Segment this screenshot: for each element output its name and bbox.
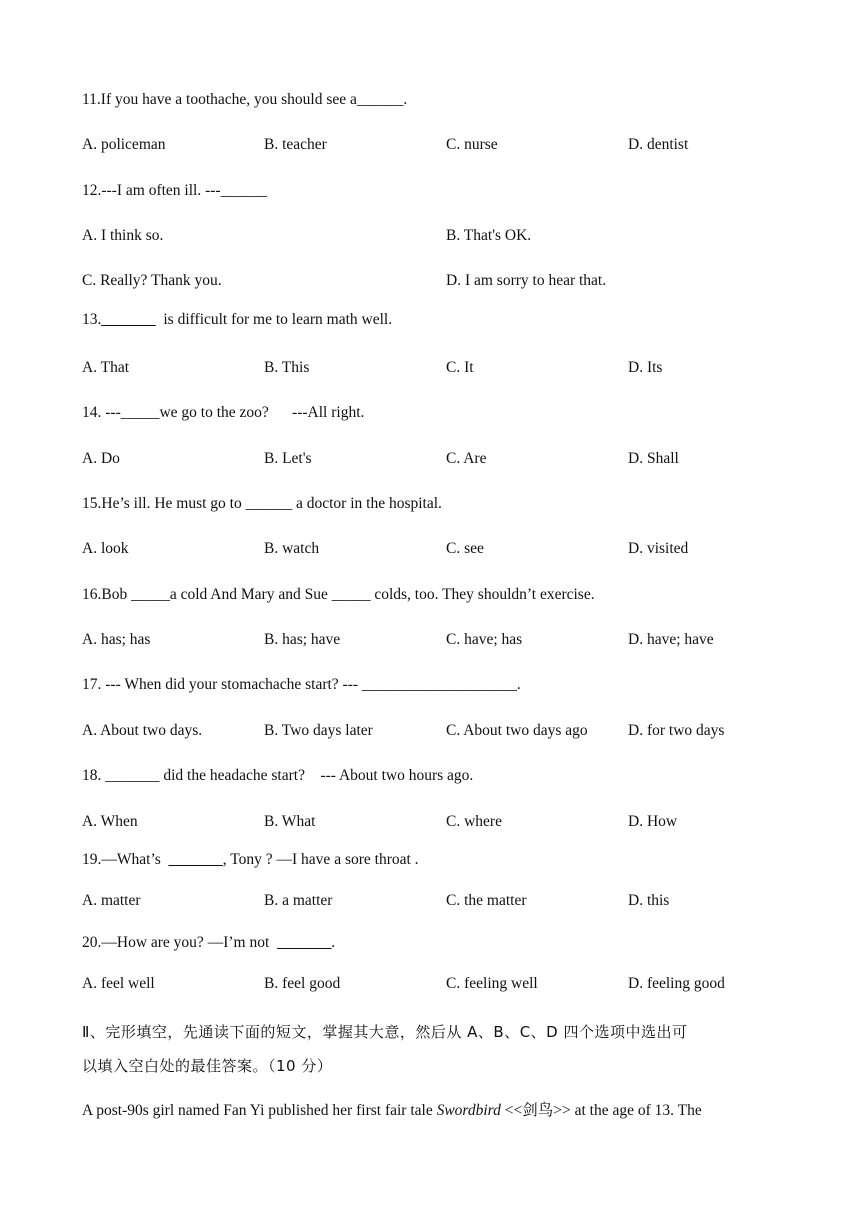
question-11-stem: 11.If you have a toothache, you should see a______.: [82, 91, 408, 108]
q18-option-c: C. where: [446, 813, 502, 830]
q13-option-a: A. That: [82, 359, 130, 376]
q13-stem-rest: is difficult for me to learn math well.: [155, 311, 393, 328]
q19-option-a: A. matter: [82, 892, 141, 909]
section-heading-line-2: 以填入空白处的最佳答案。（10 分）: [82, 1057, 333, 1075]
q14-option-a: A. Do: [82, 450, 120, 467]
q19-option-d: D. this: [628, 892, 670, 909]
question-15-stem: 15.He’s ill. He must go to ______ a doctor in the hospital.: [82, 495, 442, 512]
q20-option-a: A. feel well: [82, 975, 155, 992]
q20-stem-blank: _______: [277, 934, 332, 951]
q20-option-c: C. feeling well: [446, 975, 538, 992]
q15-option-a: A. look: [82, 540, 129, 557]
q20-option-b: B. feel good: [264, 975, 341, 992]
q20-option-d: D. feeling good: [628, 975, 725, 992]
q17-option-b: B. Two days later: [264, 722, 373, 739]
section-heading-line-1: Ⅱ、完形填空，先通读下面的短文，掌握其大意，然后从 A、B、C、D 四个选项中选出可: [82, 1023, 688, 1041]
q14-option-d: D. Shall: [628, 450, 679, 467]
question-18-stem: 18. _______ did the headache start? --- About two hours ago.: [82, 767, 474, 784]
q17-option-d: D. for two days: [628, 722, 725, 739]
passage-first-line: [82, 1101, 702, 1121]
q11-option-b: B. teacher: [264, 136, 327, 153]
q19-stem-blank: _______: [168, 851, 223, 868]
question-19-stem: [82, 850, 419, 870]
question-12-stem: 12.---I am often ill. ---______: [82, 182, 268, 199]
q13-stem-blank: _______: [101, 311, 156, 328]
q20-stem-rest: .: [331, 934, 336, 951]
q15-option-c: C. see: [446, 540, 484, 557]
q19-stem-prefix: 19.—What’s: [82, 851, 169, 868]
q16-option-a: A. has; has: [82, 631, 151, 648]
q13-option-c: C. It: [446, 359, 474, 376]
q17-option-c: C. About two days ago: [446, 722, 588, 739]
question-17-stem: 17. --- When did your stomachache start? --- ____________________.: [82, 676, 521, 693]
q12-option-c: C. Really? Thank you.: [82, 272, 222, 289]
q11-option-c: C. nurse: [446, 136, 498, 153]
q16-option-b: B. has; have: [264, 631, 341, 648]
passage-book-title: Swordbird: [436, 1102, 501, 1119]
q14-option-c: C. Are: [446, 450, 487, 467]
question-13-stem: [82, 310, 392, 330]
q18-option-a: A. When: [82, 813, 138, 830]
q19-option-b: B. a matter: [264, 892, 333, 909]
q19-stem-rest: , Tony ? —I have a sore throat .: [222, 851, 419, 868]
q19-option-c: C. the matter: [446, 892, 527, 909]
q18-option-d: D. How: [628, 813, 678, 830]
q11-option-a: A. policeman: [82, 136, 166, 153]
question-20-stem: [82, 933, 335, 953]
question-14-stem: 14. ---_____we go to the zoo? ---All right.: [82, 404, 365, 421]
q16-option-d: D. have; have: [628, 631, 714, 648]
q14-option-b: B. Let's: [264, 450, 312, 467]
q15-option-b: B. watch: [264, 540, 320, 557]
question-16-stem: 16.Bob _____a cold And Mary and Sue _____ colds, too. They shouldn’t exercise.: [82, 586, 595, 603]
passage-text-start: A post-90s girl named Fan Yi published her first fair tale: [82, 1102, 437, 1119]
q20-stem-prefix: 20.—How are you? —I’m not: [82, 934, 277, 951]
q12-option-b: B. That's OK.: [446, 227, 532, 244]
q12-option-d: D. I am sorry to hear that.: [446, 272, 607, 289]
q17-option-a: A. About two days.: [82, 722, 203, 739]
q16-option-c: C. have; has: [446, 631, 523, 648]
q13-option-b: B. This: [264, 359, 310, 376]
q18-option-b: B. What: [264, 813, 316, 830]
q13-stem-number: 13.: [82, 311, 102, 328]
q13-option-d: D. Its: [628, 359, 663, 376]
passage-text-rest: <<剑鸟>> at the age of 13. The: [500, 1102, 702, 1119]
q12-option-a: A. I think so.: [82, 227, 164, 244]
q11-option-d: D. dentist: [628, 136, 689, 153]
q15-option-d: D. visited: [628, 540, 689, 557]
